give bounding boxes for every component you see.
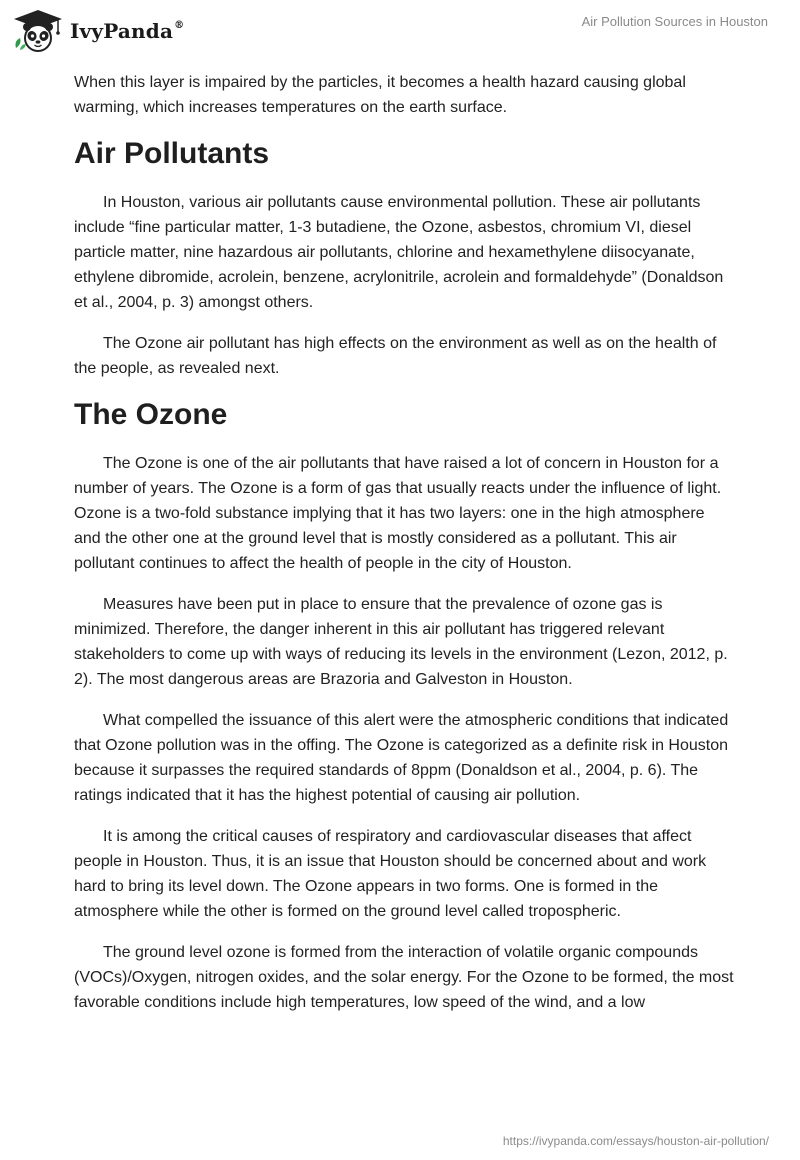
ivypanda-logo[interactable] <box>12 8 184 52</box>
section-heading-air-pollutants: Air Pollutants <box>74 137 270 170</box>
panda-graduate-icon <box>12 8 64 52</box>
paragraph: The Ozone is one of the air pollutants that have raised a lot of concern in Houston for a number of years. The Ozone is a form of gas that usually reacts under the influence of light. Ozone is a two-fold substance implying that it has two layers: one in the high atmosphere and the other one at the ground level that is mostly considered as a pollutant. This air pollutant continues to affect the health of people in the city of Houston. <box>74 455 722 572</box>
page-header <box>0 0 800 64</box>
intro-paragraph: When this layer is impaired by the particles, it becomes a health hazard causing global warming, which increases temperatures on the earth surface. <box>74 74 686 116</box>
source-url[interactable]: https://ivypanda.com/essays/houston-air-pollution/ <box>502 1134 769 1148</box>
paragraph: It is among the critical causes of respiratory and cardiovascular diseases that affect people in Houston. Thus, it is an issue that Houston should be concerned about and work hard to bring its level down. The Ozone appears in two forms. One is formed in the atmosphere while the other is formed on the ground level called tropospheric. <box>74 828 707 920</box>
document-title: Air Pollution Sources in Houston <box>581 14 768 29</box>
paragraph: The Ozone air pollutant has high effects on the environment as well as on the health of the people, as revealed next. <box>74 335 717 377</box>
section-heading-the-ozone: The Ozone <box>74 398 228 431</box>
essay-content <box>74 70 734 1031</box>
paragraph: Measures have been put in place to ensure that the prevalence of ozone gas is minimized. Therefore, the danger inherent in this air pollutant has triggered relevant stakeholders to come up with ways of reducing its levels in the environment (Lezon, 2012, p. 2). The most dangerous areas are Brazoria and Galveston in Houston. <box>74 596 728 688</box>
paragraph: The ground level ozone is formed from the interaction of volatile organic compounds (VOCs)/Oxygen, nitrogen oxides, and the solar energy. For the Ozone to be formed, the most favorable conditions include high temperatures, low speed of the wind, and a low <box>74 944 734 1011</box>
paragraph: In Houston, various air pollutants cause environmental pollution. These air pollutants include “fine particular matter, 1-3 butadiene, the Ozone, asbestos, chromium VI, diesel particle matter, nine hazardous air pollutants, chlorine and hexamethylene diisocyanate, ethylene dibromide, acrolein, benzene, acrylonitrile, acrolein and formaldehyde” (Donaldson et al., 2004, p. 3) amongst others. <box>74 194 724 311</box>
brand-name: IvyPanda® <box>70 19 185 43</box>
paragraph: What compelled the issuance of this alert were the atmospheric conditions that indicated that Ozone pollution was in the offing. The Ozone is categorized as a definite risk in Houston because it surpasses the required standards of 8ppm (Donaldson et al., 2004, p. 6). The ratings indicated that it has the highest potential of causing air pollution. <box>74 712 729 804</box>
